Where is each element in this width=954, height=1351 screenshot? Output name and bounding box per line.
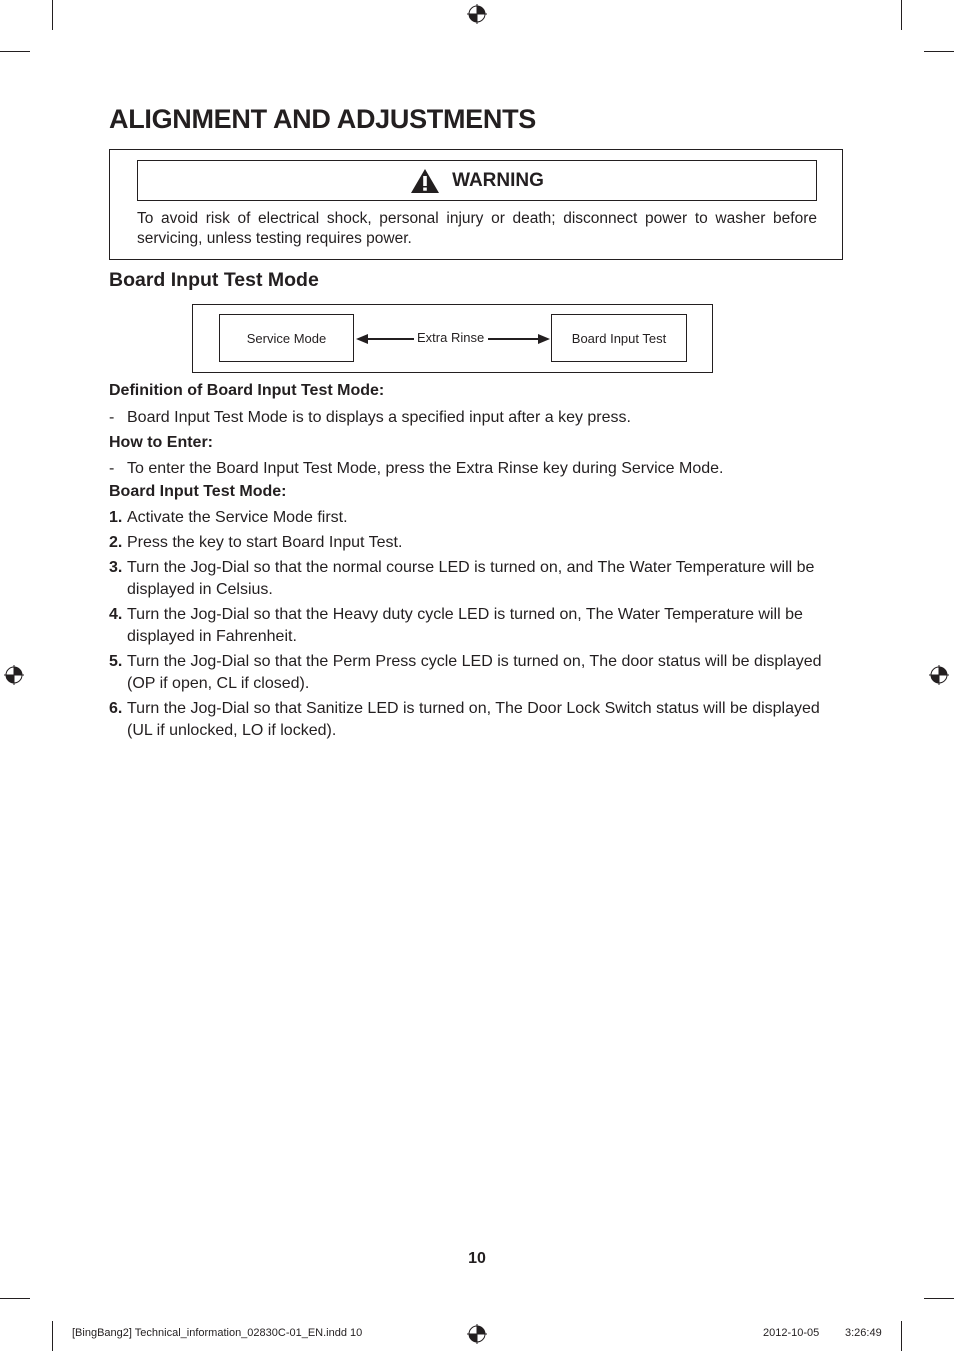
step-text: Turn the Jog-Dial so that Sanitize LED is turned on, The Door Lock Switch status will be displayed (UL if unlocked, LO if locked). — [127, 700, 820, 739]
step-item — [109, 651, 849, 695]
definition-heading: Definition of Board Input Test Mode: — [109, 382, 385, 399]
registration-mark-icon — [929, 665, 949, 685]
flow-node-board-input-test: Board Input Test — [551, 314, 687, 362]
dash-bullet: - — [109, 409, 115, 426]
registration-mark-icon — [4, 665, 24, 685]
step-item — [109, 557, 849, 601]
warning-triangle-icon — [410, 168, 440, 194]
warning-text: To avoid risk of electrical shock, personal injury or death; disconnect power to washer before servicing, unless testing requires power. — [137, 210, 817, 247]
step-text: Turn the Jog-Dial so that the normal course LED is turned on, and The Water Temperature will be displayed in Celsius. — [127, 559, 815, 598]
crop-mark — [901, 0, 902, 30]
step-text: Activate the Service Mode first. — [127, 509, 348, 526]
dash-bullet: - — [109, 460, 115, 477]
print-slug-time: 3:26:49 — [845, 1327, 882, 1339]
step-number: 2. — [109, 534, 123, 551]
step-text: Turn the Jog-Dial so that the Heavy duty cycle LED is turned on, The Water Temperature will be displayed in Fahrenheit. — [127, 606, 803, 645]
print-slug-file: [BingBang2] Technical_information_02830C-01_EN.indd 10 — [72, 1327, 363, 1339]
how-to-enter-text: To enter the Board Input Test Mode, press the Extra Rinse key during Service Mode. — [127, 460, 724, 477]
step-item — [109, 507, 849, 529]
mode-flow-diagram — [192, 304, 713, 373]
warning-label: WARNING — [452, 169, 544, 191]
flow-key-label: Extra Rinse — [417, 330, 485, 345]
warning-box — [109, 149, 843, 260]
step-number: 6. — [109, 700, 123, 717]
procedure-steps — [109, 507, 849, 745]
registration-mark-icon — [467, 4, 487, 24]
step-text: Turn the Jog-Dial so that the Perm Press cycle LED is turned on, The door status will be displayed (OP if open, CL if closed). — [127, 653, 822, 692]
step-number: 4. — [109, 606, 123, 623]
print-slug-date: 2012-10-05 — [763, 1327, 820, 1339]
step-item — [109, 532, 849, 554]
crop-mark — [52, 1321, 53, 1351]
crop-mark — [0, 51, 30, 52]
step-number: 1. — [109, 509, 123, 526]
warning-header — [137, 160, 817, 201]
page-number: 10 — [468, 1250, 486, 1267]
step-number: 3. — [109, 559, 123, 576]
step-item — [109, 604, 849, 648]
registration-mark-icon — [467, 1324, 487, 1344]
step-text: Press the key to start Board Input Test. — [127, 534, 403, 551]
definition-text: Board Input Test Mode is to displays a specified input after a key press. — [127, 409, 631, 426]
procedure-heading: Board Input Test Mode: — [109, 483, 287, 500]
crop-mark — [924, 51, 954, 52]
crop-mark — [52, 0, 53, 30]
section-title: Board Input Test Mode — [109, 269, 319, 291]
page-title: ALIGNMENT AND ADJUSTMENTS — [109, 104, 536, 134]
crop-mark — [924, 1298, 954, 1299]
crop-mark — [0, 1298, 30, 1299]
how-to-enter-heading: How to Enter: — [109, 434, 213, 451]
crop-mark — [901, 1321, 902, 1351]
step-item — [109, 698, 849, 742]
flow-node-service-mode: Service Mode — [219, 314, 354, 362]
step-number: 5. — [109, 653, 123, 670]
